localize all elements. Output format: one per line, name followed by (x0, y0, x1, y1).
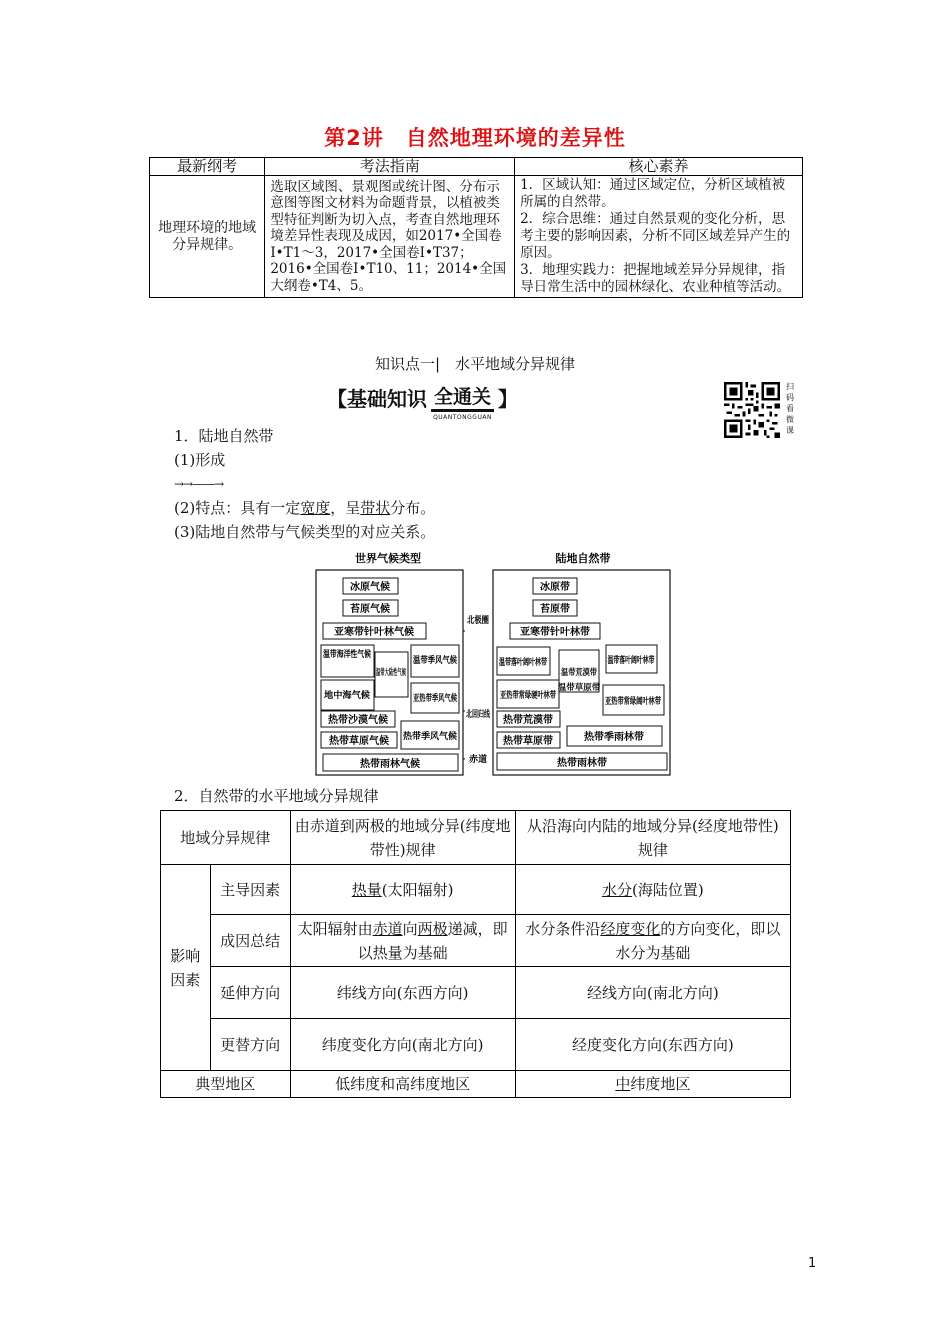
header-outline: 最新纲考 (150, 158, 265, 176)
extension-latitudinal: 纬线方向(东西方向) (290, 967, 515, 1019)
section-title: 知识点一| 水平地域分异规律 (374, 355, 576, 373)
fig-right-title: 陆地自然带 (555, 552, 611, 565)
right-box-13: 热带雨林带 (557, 758, 607, 769)
right-box-2: 苔原带 (540, 604, 570, 615)
feature-text-b: ，呈 (330, 499, 361, 517)
outline-topic: 地理环境的地域分异规律。 (150, 176, 265, 298)
cause-b1: 水分条件沿 (525, 919, 601, 938)
left-box-11: 热带季风气候 (403, 732, 458, 742)
rules-header-3: 从沿海向内陆的地域分异(经度地带性)规律 (515, 811, 790, 865)
feature-belt: 带状 (360, 499, 391, 517)
item-1-2 (174, 498, 435, 518)
right-box-9: 亚热带常绿阔叶林带 (605, 697, 687, 707)
dominant-latitudinal (290, 865, 515, 915)
banner-right: 】 (498, 386, 519, 411)
dominant-heat-note: (太阳辐射) (381, 880, 454, 899)
header-guide: 考法指南 (265, 158, 515, 176)
left-box-6: 温带季风气候 (413, 656, 468, 666)
left-box-12: 热带雨林气候 (360, 759, 420, 770)
left-box-5: 温带大陆性气候 (376, 668, 436, 678)
right-box-3: 亚寒带针叶林带 (520, 627, 590, 638)
typical-longitudinal (515, 1071, 790, 1098)
right-box-5: 温带荒漠带 (561, 668, 604, 678)
cause-b2: 的方向变化，即以水分为基础 (615, 919, 781, 962)
left-box-7: 地中海气候 (324, 691, 370, 701)
fig-left-title: 世界气候类型 (355, 552, 421, 565)
left-box-1: 冰原气候 (350, 582, 390, 593)
cause-a3: 递减，即以热量为基础 (357, 919, 508, 962)
left-box-4: 温带海洋性气候 (323, 650, 387, 660)
succession-longitudinal: 经度变化方向(东西方向) (515, 1019, 790, 1071)
right-box-11: 热带草原带 (503, 736, 553, 747)
extension-longitudinal: 经线方向(南北方向) (515, 967, 790, 1019)
item-1-3: (3)陆地自然带与气候类型的对应关系。 (174, 523, 436, 541)
row-label-typical: 典型地区 (161, 1071, 291, 1098)
rules-header-1: 地域分异规律 (161, 811, 291, 865)
literacy-2: 2．综合思维：通过自然景观的变化分析，思考主要的影响因素，分析不同区域差异产生的原因。 (520, 211, 791, 261)
feature-width: 宽度 (300, 499, 331, 517)
left-box-9: 热带沙漠气候 (328, 715, 388, 726)
rules-table (160, 810, 791, 1098)
right-box-8: 亚热带常绿硬叶林带 (500, 691, 582, 701)
rules-group-label: 影响因素 (161, 865, 211, 1071)
outline-literacy (515, 176, 803, 298)
rules-header-2: 由赤道到两极的地域分异(纬度地带性)规律 (290, 811, 515, 865)
cause-a1: 太阳辐射由 (297, 919, 373, 938)
cause-poles: 两极 (417, 919, 448, 938)
right-box-7: 温带落叶阔叶林带 (607, 656, 680, 666)
feature-text-c: 分布。 (390, 499, 436, 517)
left-box-3: 亚寒带针叶林气候 (334, 627, 414, 638)
right-box-6: 温带草原带 (557, 683, 601, 693)
feature-text-a: (2)特点：具有一定 (174, 499, 301, 517)
page-number: 1 (808, 1256, 817, 1271)
dominant-water: 水分 (601, 880, 632, 899)
climate-zone-figure (313, 549, 687, 777)
banner-tag-sub: QUANTONGGUAN (433, 414, 492, 421)
dominant-water-note: (海陆位置) (631, 880, 704, 899)
cause-longitudinal (515, 915, 790, 967)
succession-latitudinal: 纬度变化方向(南北方向) (290, 1019, 515, 1071)
outline-guide: 选取区域图、景观图或统计图、分布示意图等图文材料为命题背景，以植被类型特征判断为切入点，考查自然地理环境差异性表现及成因，如2017•全国卷Ⅰ•T1～3，2017•全国卷Ⅰ•T37；2016•全国卷Ⅰ•T10、11；2014•全国大纲卷•T4、5。 (265, 176, 515, 298)
typical-mid: 中 (615, 1075, 631, 1093)
right-box-12: 热带季雨林带 (584, 732, 644, 743)
cause-longitude: 经度变化 (600, 919, 661, 938)
left-box-8: 亚热带季风气候 (413, 694, 477, 704)
banner-tag-text: 全通关 (434, 386, 492, 408)
item-1-1: (1)形成 (174, 451, 226, 469)
line-tropic-cancer: 北回归线 (466, 710, 503, 720)
typical-latitudinal: 低纬度和高纬度地区 (290, 1071, 515, 1098)
formation-arrows: →→——→ (174, 477, 224, 491)
item-1: 1．陆地自然带 (174, 427, 274, 445)
page-title: 第2讲 自然地理环境的差异性 (324, 126, 626, 150)
item-2: 2．自然带的水平地域分异规律 (174, 787, 379, 805)
row-label-dominant: 主导因素 (210, 865, 290, 915)
dominant-longitudinal (515, 865, 790, 915)
literacy-3: 3．地理实践力：把握地域差异分异规律，指导日常生活中的园林绿化、农业种植等活动。 (520, 262, 791, 295)
left-box-10: 热带草原气候 (329, 736, 389, 747)
cause-equator: 赤道 (372, 919, 403, 938)
left-box-2: 苔原气候 (350, 604, 390, 615)
outline-table (149, 157, 803, 298)
dominant-heat: 热量 (351, 880, 382, 899)
line-equator: 赤道 (468, 755, 488, 765)
banner-left: 【基础知识 (327, 386, 427, 411)
qr-code-icon[interactable] (724, 382, 780, 438)
literacy-1: 1．区域认知：通过区域定位，分析区域植被所属的自然带。 (520, 177, 786, 210)
row-label-succession: 更替方向 (210, 1019, 290, 1071)
typical-region: 纬度地区 (630, 1075, 691, 1093)
banner-tag (431, 382, 494, 421)
cause-a2: 向 (402, 919, 418, 938)
row-label-extension: 延伸方向 (210, 967, 290, 1019)
basic-knowledge-banner (327, 381, 535, 421)
qr-label: 扫码看微课 (786, 382, 794, 435)
cause-latitudinal (290, 915, 515, 967)
row-label-cause: 成因总结 (210, 915, 290, 967)
right-box-10: 热带荒漠带 (503, 715, 553, 726)
line-arctic-circle: 北极圈 (467, 616, 495, 626)
right-box-1: 冰原带 (540, 582, 570, 593)
header-literacy: 核心素养 (515, 158, 803, 176)
right-box-4: 温带落叶阔叶林带 (499, 658, 572, 668)
